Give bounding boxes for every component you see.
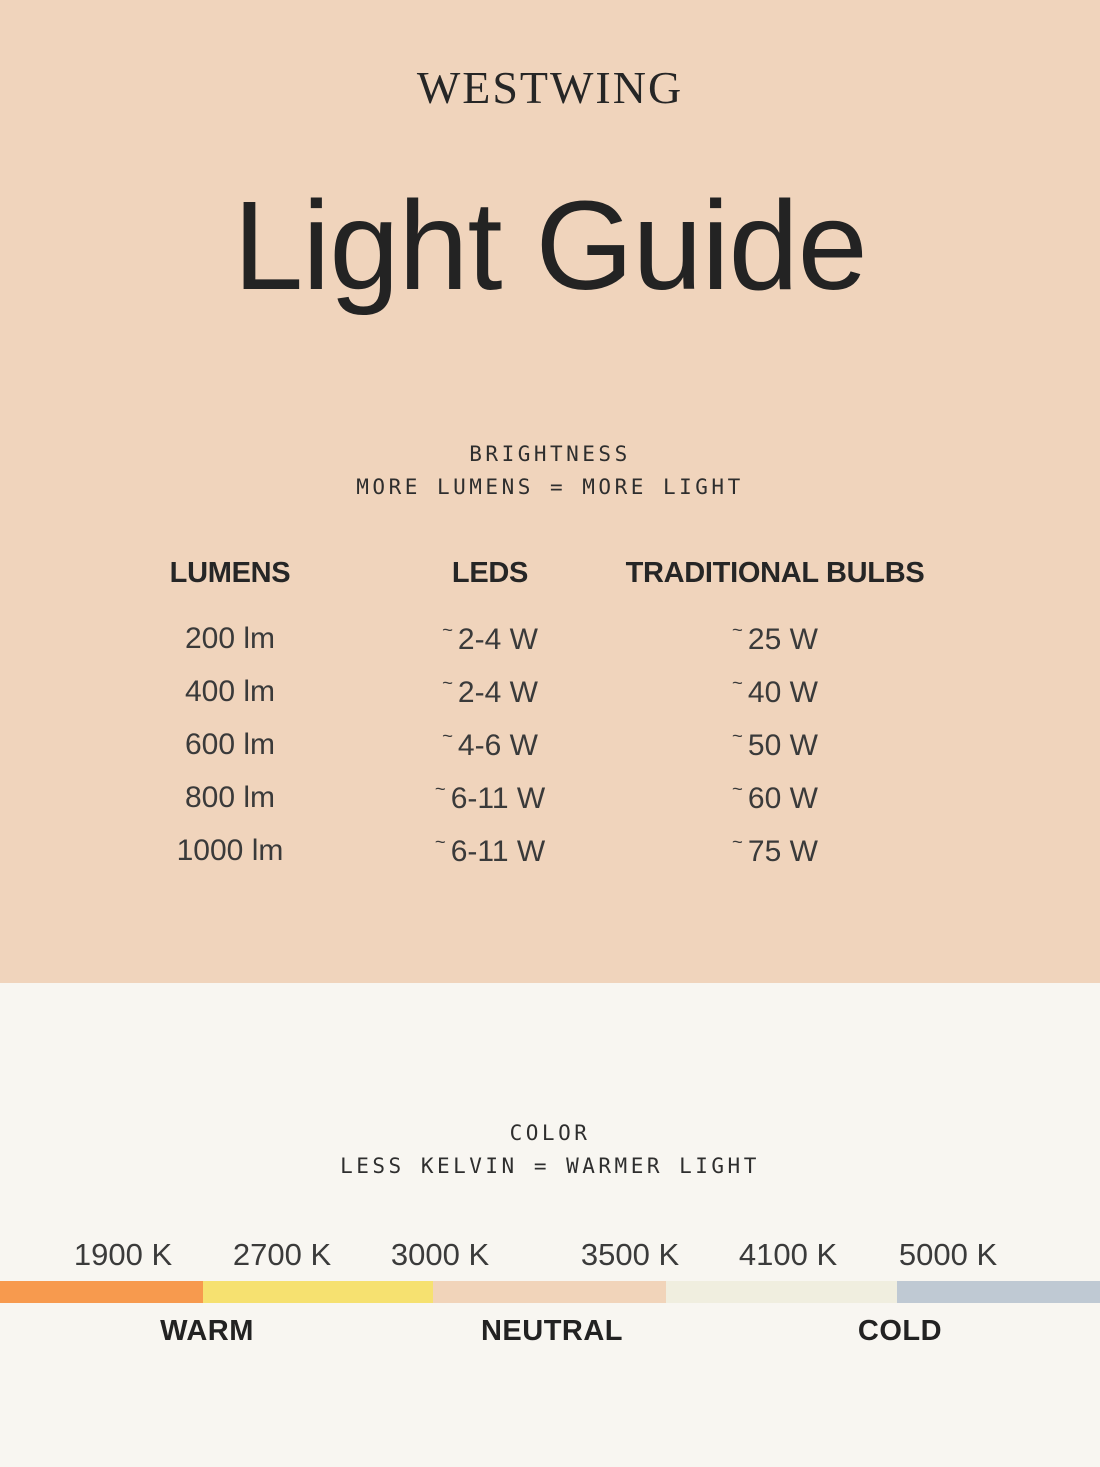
approx-symbol: ~: [442, 671, 453, 693]
brightness-heading-block: [0, 438, 1100, 504]
kelvin-label: 2700 K: [232, 1237, 332, 1272]
kelvin-label: 3000 K: [390, 1237, 490, 1272]
cell-leds-value: 2-4 W: [457, 622, 538, 656]
approx-symbol: ~: [442, 724, 453, 746]
cell-leds: [400, 618, 580, 657]
kelvin-label: 5000 K: [898, 1237, 998, 1272]
scale-segment-neutral-peach: [433, 1281, 666, 1303]
approx-symbol: ~: [732, 671, 743, 693]
approx-symbol: ~: [732, 618, 743, 640]
cell-traditional: [580, 671, 970, 710]
brand-logo: WESTWING: [416, 62, 684, 113]
cell-leds: [400, 671, 580, 710]
cell-traditional: [580, 830, 970, 869]
temp-label-neutral: NEUTRAL: [480, 1315, 624, 1347]
table-row: [0, 718, 1100, 771]
cell-traditional: [580, 724, 970, 763]
cell-leds-value: 2-4 W: [457, 675, 538, 709]
cell-leds-value: 6-11 W: [450, 834, 546, 868]
color-panel: [0, 983, 1100, 1467]
cell-traditional-value: 50 W: [747, 728, 818, 762]
temperature-labels-row: [0, 1315, 1100, 1351]
kelvin-label: 3500 K: [580, 1237, 680, 1272]
table-row: [0, 771, 1100, 824]
color-heading: COLOR: [509, 1121, 591, 1145]
table-row: [0, 824, 1100, 877]
cell-traditional-value: 40 W: [747, 675, 818, 709]
cell-traditional: [580, 618, 970, 657]
table-body: [0, 612, 1100, 877]
kelvin-label: 1900 K: [73, 1237, 173, 1272]
approx-symbol: ~: [434, 830, 446, 852]
temp-label-cold: COLD: [857, 1315, 943, 1347]
table-row: [0, 612, 1100, 665]
approx-symbol: ~: [732, 724, 743, 746]
page-title: Light Guide: [233, 175, 867, 316]
cell-leds-value: 4-6 W: [457, 728, 538, 762]
kelvin-labels-row: [0, 1237, 1100, 1275]
cell-leds: [400, 724, 580, 763]
header-leds: LEDS: [451, 557, 529, 589]
approx-symbol: ~: [442, 618, 453, 640]
scale-segment-neutral-cream: [666, 1281, 897, 1303]
cell-traditional-value: 25 W: [747, 622, 818, 656]
color-subheading: LESS KELVIN = WARMER LIGHT: [340, 1154, 760, 1178]
kelvin-label: 4100 K: [738, 1237, 838, 1272]
color-temperature-scale: [0, 1281, 1100, 1303]
cell-lumens: 600 lm: [184, 727, 276, 761]
scale-segment-warm-yellow: [203, 1281, 433, 1303]
approx-symbol: ~: [434, 777, 446, 799]
approx-symbol: ~: [732, 830, 743, 852]
brightness-subheading: MORE LUMENS = MORE LIGHT: [356, 475, 744, 499]
temp-label-warm: WARM: [160, 1315, 254, 1347]
cell-leds: [400, 777, 580, 816]
color-heading-block: [0, 1117, 1100, 1183]
cell-lumens: 1000 lm: [176, 833, 284, 867]
cell-leds-value: 6-11 W: [450, 781, 546, 815]
scale-segment-cold-blue: [897, 1281, 1100, 1303]
cell-traditional: [580, 777, 970, 816]
brightness-heading: BRIGHTNESS: [469, 442, 631, 466]
table-header-row: [0, 556, 1100, 590]
cell-lumens: 800 lm: [184, 780, 276, 814]
header-traditional-bulbs: TRADITIONAL BULBS: [625, 557, 925, 589]
approx-symbol: ~: [732, 777, 743, 799]
table-row: [0, 665, 1100, 718]
cell-traditional-value: 75 W: [747, 834, 818, 868]
cell-lumens: 200 lm: [184, 621, 276, 655]
lumens-table: [0, 556, 1100, 877]
cell-lumens: 400 lm: [184, 674, 276, 708]
cell-traditional-value: 60 W: [747, 781, 818, 815]
scale-segment-warm-orange: [0, 1281, 203, 1303]
cell-leds: [400, 830, 580, 869]
header-lumens: LUMENS: [169, 557, 291, 589]
